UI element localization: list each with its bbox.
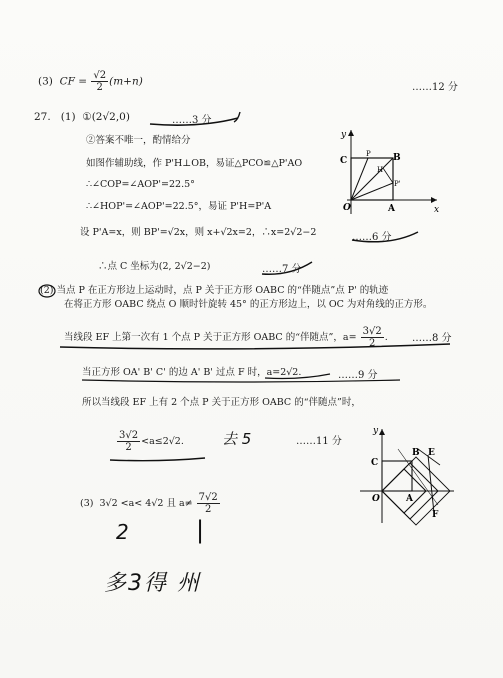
q27-p1-score: ……3 分 bbox=[172, 115, 212, 126]
q27-p2-line5: 所以当线段 EF 上有 2 个点 P 关于正方形 OABC 的“伴随点”时， bbox=[82, 397, 361, 408]
fig2-label-e: E bbox=[428, 448, 435, 458]
q27-p2-label: (2) bbox=[40, 285, 54, 296]
prev-part3-score: ……12 分 bbox=[412, 82, 458, 93]
handwriting-signature: 多3得 州 bbox=[104, 571, 201, 596]
q27-p3: (3) 3√2 <a< 4√2 且 a≠ $\frac{7√2}{2}$ bbox=[80, 492, 218, 515]
fig1-label-a: A bbox=[388, 204, 395, 214]
fig1-label-b: B bbox=[393, 153, 401, 163]
fig1-label-c: C bbox=[340, 156, 348, 166]
q27-p2-line1: (2) 当点 P 在正方形边上运动时，点 P 关于正方形 OABC 的“伴随点”点 P' 的轨迹 bbox=[40, 285, 389, 296]
q27-p3-fraction: $\frac{7√2}{2}$ bbox=[198, 492, 218, 515]
q27-p2-line2: 在将正方形 OABC 绕点 O 顺时针旋转 45° 的正方形边上，以 OC 为对角线的正方形。 bbox=[64, 299, 433, 310]
fig1-label-x: x bbox=[434, 205, 440, 215]
q27-p2-line3-fraction: $\frac{3√2}{2}$ bbox=[362, 326, 382, 349]
prev-part3-fraction: $\frac{√2}{2}$ bbox=[93, 70, 107, 93]
q27-p2-line3-score: ……8 分 bbox=[412, 333, 452, 344]
q27-note: ②答案不唯一，酌情给分 bbox=[86, 135, 191, 146]
q27-let-line: 设 P'A=x，则 BP'=√2x，则 x+√2x=2，∴x=2√2−2 bbox=[80, 227, 317, 238]
q27-p2-range-score: ……11 分 bbox=[296, 436, 342, 447]
q27-coord-score: ……7 分 bbox=[262, 264, 302, 275]
q27-p2-line3: 当线段 EF 上第一次有 1 个点 P 关于正方形 OABC 的“伴随点”，a= $\frac{3√2}{2}$ . bbox=[64, 326, 388, 349]
q27-p2-range-fraction: $\frac{3√2}{2}$ bbox=[119, 430, 139, 453]
prev-part3: (3) CF = $\frac{√2}{2}$ (m+n) bbox=[38, 70, 143, 93]
fig2-label-b: B bbox=[412, 448, 420, 458]
fig1-label-o: O bbox=[343, 203, 351, 213]
q27-angle1: ∴∠COP=∠AOP'=22.5° bbox=[86, 179, 195, 190]
q27-p1: 27. (1) ①(2√2,0) bbox=[34, 111, 130, 123]
handwriting-mark-2: 2 bbox=[116, 520, 129, 544]
q27-aux-line: 如图作辅助线，作 P'H⊥OB，易证△PCO≌△P'AO bbox=[86, 158, 303, 169]
q27-p2-line4-score: ……9 分 bbox=[338, 370, 378, 381]
q27-p2-range: $\frac{3√2}{2}$ <a≤2√2. bbox=[119, 430, 184, 453]
q27-angle2: ∴∠HOP'=∠AOP'=22.5°，易证 P'H=P'A bbox=[86, 201, 272, 212]
fig1-label-p-prime: P' bbox=[394, 180, 401, 188]
handwriting-near-range: 去 5 bbox=[222, 430, 252, 448]
q27-p2-line4: 当正方形 OA' B' C' 的边 A' B' 过点 F 时，a=2√2. bbox=[82, 367, 302, 378]
fig2-label-f: F bbox=[432, 510, 439, 520]
q27-p1-answer: ①(2√2,0) bbox=[82, 111, 130, 123]
handwriting-mark-bar: | bbox=[196, 516, 205, 544]
figure-2-rotated-square bbox=[358, 425, 458, 525]
q27-let-score: ……6 分 bbox=[352, 232, 392, 243]
fig1-label-p: P bbox=[366, 150, 371, 158]
fig2-label-y: y bbox=[373, 426, 379, 436]
prev-part3-lhs: CF = bbox=[59, 75, 88, 88]
fig2-label-o: O bbox=[372, 494, 380, 504]
fig1-label-h: H bbox=[377, 166, 384, 174]
fig1-label-y: y bbox=[341, 130, 347, 140]
q27-coord-line: ∴点 C 坐标为(2, 2√2−2) bbox=[98, 261, 211, 272]
fig2-label-c: C bbox=[371, 458, 379, 468]
fig2-label-a: A bbox=[406, 494, 413, 504]
